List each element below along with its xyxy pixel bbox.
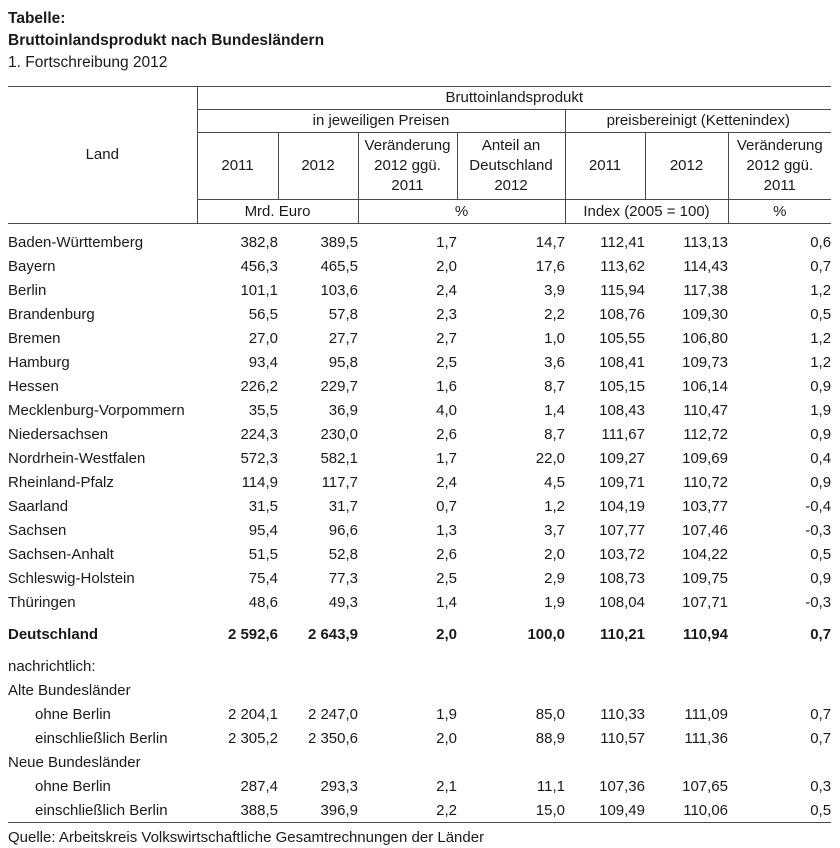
- value-cell: 456,3: [240, 257, 278, 275]
- value-cell: 0,6: [810, 233, 832, 251]
- value-cell: 109,69: [682, 449, 728, 467]
- value-cell: 2 592,6: [227, 625, 278, 643]
- memo-data-row: [8, 798, 831, 822]
- value-cell: 1,3: [436, 521, 457, 539]
- value-cell: 2,0: [436, 729, 457, 747]
- col-header-2012: 2012: [278, 133, 358, 200]
- land-cell: Mecklenburg-Vorpommern: [8, 401, 185, 419]
- value-cell: 2 305,2: [227, 729, 278, 747]
- value-cell: 2,5: [436, 569, 457, 587]
- value-cell: 293,3: [320, 777, 358, 795]
- value-cell: 4,5: [544, 473, 565, 491]
- value-cell: 109,75: [682, 569, 728, 587]
- value-cell: 113,62: [600, 257, 645, 275]
- table-row: [8, 374, 831, 398]
- unit-index: Index (2005 = 100): [565, 200, 728, 224]
- value-cell: 2,1: [436, 777, 457, 795]
- value-cell: 115,94: [600, 281, 645, 299]
- value-cell: 382,8: [240, 233, 278, 251]
- total-label: Deutschland: [8, 625, 99, 643]
- value-cell: 2,4: [436, 281, 457, 299]
- value-cell: 95,8: [328, 353, 358, 371]
- value-cell: 107,36: [599, 777, 645, 795]
- value-cell: 2 350,6: [307, 729, 358, 747]
- value-cell: 117,38: [683, 281, 728, 299]
- value-cell: 1,7: [436, 449, 457, 467]
- value-cell: 224,3: [240, 425, 278, 443]
- value-cell: 56,5: [248, 305, 278, 323]
- value-cell: 107,71: [682, 593, 728, 611]
- subgroup-current-prices: in jeweiligen Preisen: [197, 110, 565, 133]
- value-cell: 109,49: [599, 801, 645, 819]
- value-cell: 465,5: [320, 257, 358, 275]
- value-cell: 17,6: [535, 257, 565, 275]
- value-cell: 85,0: [535, 705, 565, 723]
- value-cell: 11,1: [536, 777, 565, 795]
- total-row: [8, 614, 831, 654]
- value-cell: 0,3: [810, 777, 832, 795]
- value-cell: 2,3: [436, 305, 457, 323]
- value-cell: 0,7: [436, 497, 457, 515]
- value-cell: 110,94: [682, 625, 728, 643]
- table-row: [8, 278, 831, 302]
- value-cell: 0,5: [810, 801, 832, 819]
- value-cell: 226,2: [240, 377, 278, 395]
- memo-data-row: [8, 726, 831, 750]
- value-cell: 36,9: [328, 401, 358, 419]
- memo-group-row: [8, 750, 831, 774]
- table-row: [8, 302, 831, 326]
- memo-land-cell: ohne Berlin: [35, 777, 111, 795]
- col-header-index-2011: 2011: [565, 133, 645, 200]
- value-cell: 1,6: [436, 377, 457, 395]
- value-cell: 103,72: [599, 545, 645, 563]
- subgroup-price-adjusted: preisbereinigt (Kettenindex): [565, 110, 831, 133]
- unit-percent: %: [358, 200, 565, 224]
- value-cell: 4,0: [436, 401, 457, 419]
- value-cell: 107,65: [682, 777, 728, 795]
- value-cell: 389,5: [320, 233, 358, 251]
- value-cell: 104,19: [599, 497, 645, 515]
- value-cell: 0,9: [810, 569, 832, 587]
- value-cell: 109,30: [682, 305, 728, 323]
- value-cell: 8,7: [544, 425, 565, 443]
- value-cell: 75,4: [248, 569, 278, 587]
- value-cell: 96,6: [328, 521, 358, 539]
- value-cell: 0,5: [810, 305, 832, 323]
- memo-group-label: Alte Bundesländer: [8, 681, 131, 699]
- value-cell: 8,7: [544, 377, 565, 395]
- col-header-change: Veränderung 2012 ggü. 2011: [358, 133, 457, 200]
- value-cell: 1,0: [544, 329, 565, 347]
- land-cell: Nordrhein-Westfalen: [8, 449, 146, 467]
- land-cell: Rheinland-Pfalz: [8, 473, 114, 491]
- value-cell: 109,27: [599, 449, 645, 467]
- value-cell: 2,5: [436, 353, 457, 371]
- memo-label: nachrichtlich:: [8, 657, 96, 675]
- value-cell: 111,09: [684, 705, 728, 723]
- value-cell: 93,4: [248, 353, 278, 371]
- table-row: [8, 566, 831, 590]
- value-cell: 2,0: [544, 545, 565, 563]
- value-cell: 100,0: [527, 625, 565, 643]
- land-cell: Hessen: [8, 377, 59, 395]
- value-cell: 287,4: [240, 777, 278, 795]
- value-cell: 110,72: [683, 473, 728, 491]
- value-cell: 0,5: [810, 545, 832, 563]
- memo-group-label: Neue Bundesländer: [8, 753, 141, 771]
- value-cell: -0,3: [805, 593, 832, 611]
- value-cell: 106,14: [682, 377, 728, 395]
- value-cell: 31,7: [328, 497, 358, 515]
- value-cell: 2,4: [436, 473, 457, 491]
- land-cell: Sachsen-Anhalt: [8, 545, 114, 563]
- value-cell: 110,21: [599, 625, 645, 643]
- value-cell: 1,4: [544, 401, 565, 419]
- land-cell: Hamburg: [8, 353, 70, 371]
- value-cell: 2 247,0: [307, 705, 358, 723]
- value-cell: 110,06: [683, 801, 728, 819]
- value-cell: 0,7: [810, 705, 832, 723]
- memo-data-row: [8, 774, 831, 798]
- group-header: Bruttoinlandsprodukt: [197, 87, 831, 110]
- value-cell: 2,9: [544, 569, 565, 587]
- value-cell: 3,6: [544, 353, 565, 371]
- value-cell: 0,9: [810, 377, 832, 395]
- source-line: Quelle: Arbeitskreis Volkswirtschaftliche Gesamtrechnungen der Länder: [8, 822, 831, 848]
- land-cell: Thüringen: [8, 593, 76, 611]
- value-cell: 105,55: [599, 329, 645, 347]
- table-row: [8, 326, 831, 350]
- col-header-index-2012: 2012: [645, 133, 728, 200]
- value-cell: 104,22: [682, 545, 728, 563]
- value-cell: 2,0: [436, 625, 457, 643]
- page-subtitle: 1. Fortschreibung 2012: [8, 54, 168, 71]
- value-cell: 0,4: [810, 449, 832, 467]
- table-row: [8, 254, 831, 278]
- value-cell: 51,5: [248, 545, 278, 563]
- value-cell: 1,9: [436, 705, 457, 723]
- value-cell: 107,77: [599, 521, 645, 539]
- table-row: [8, 422, 831, 446]
- memo-land-cell: einschließlich Berlin: [35, 729, 168, 747]
- value-cell: 2,6: [436, 545, 457, 563]
- value-cell: 0,9: [810, 473, 832, 491]
- value-cell: 582,1: [320, 449, 358, 467]
- value-cell: 3,7: [544, 521, 565, 539]
- value-cell: -0,4: [805, 497, 832, 515]
- title-block: [8, 8, 831, 74]
- unit-percent-2: %: [728, 200, 831, 224]
- table-row: [8, 590, 831, 614]
- header-row-group: [8, 87, 831, 110]
- gdp-table: [8, 86, 831, 822]
- value-cell: 112,41: [600, 233, 645, 251]
- table-row: [8, 494, 831, 518]
- value-cell: 48,6: [248, 593, 278, 611]
- value-cell: 0,7: [810, 257, 832, 275]
- col-header-2011: 2011: [197, 133, 278, 200]
- value-cell: 27,7: [328, 329, 358, 347]
- value-cell: 1,4: [436, 593, 457, 611]
- col-header-share: Anteil an Deutschland 2012: [457, 133, 565, 200]
- value-cell: 88,9: [535, 729, 565, 747]
- memo-label-row: [8, 654, 831, 678]
- table-row: [8, 230, 831, 254]
- land-column-header: Land: [8, 87, 197, 224]
- table-row: [8, 542, 831, 566]
- value-cell: 1,2: [810, 329, 832, 347]
- value-cell: 31,5: [248, 497, 278, 515]
- unit-mrd-euro: Mrd. Euro: [197, 200, 358, 224]
- value-cell: 0,7: [810, 729, 832, 747]
- value-cell: 112,72: [683, 425, 728, 443]
- value-cell: 0,9: [810, 425, 832, 443]
- value-cell: 101,1: [240, 281, 278, 299]
- land-cell: Saarland: [8, 497, 69, 515]
- value-cell: 110,47: [683, 401, 728, 419]
- page-title: Bruttoinlandsprodukt nach Bundesländern: [8, 32, 325, 49]
- value-cell: 2 643,9: [307, 625, 358, 643]
- value-cell: 0,7: [810, 625, 832, 643]
- table-row: [8, 350, 831, 374]
- land-cell: Sachsen: [8, 521, 67, 539]
- value-cell: 388,5: [240, 801, 278, 819]
- value-cell: 103,6: [320, 281, 358, 299]
- value-cell: 22,0: [535, 449, 565, 467]
- value-cell: 77,3: [328, 569, 358, 587]
- land-cell: Bayern: [8, 257, 56, 275]
- value-cell: 1,2: [810, 353, 832, 371]
- value-cell: 1,2: [544, 497, 565, 515]
- value-cell: 114,43: [683, 257, 728, 275]
- memo-group-row: [8, 678, 831, 702]
- value-cell: 27,0: [248, 329, 278, 347]
- table-row: [8, 446, 831, 470]
- value-cell: 1,7: [436, 233, 457, 251]
- value-cell: 108,04: [599, 593, 645, 611]
- land-cell: Bremen: [8, 329, 61, 347]
- value-cell: 49,3: [328, 593, 358, 611]
- value-cell: 3,9: [544, 281, 565, 299]
- value-cell: 109,71: [599, 473, 645, 491]
- value-cell: 2,2: [436, 801, 457, 819]
- value-cell: 2,2: [544, 305, 565, 323]
- value-cell: 110,57: [600, 729, 645, 747]
- table-row: [8, 398, 831, 422]
- value-cell: 113,13: [683, 233, 728, 251]
- value-cell: 572,3: [240, 449, 278, 467]
- value-cell: 2 204,1: [227, 705, 278, 723]
- value-cell: 108,76: [599, 305, 645, 323]
- value-cell: 2,6: [436, 425, 457, 443]
- value-cell: 106,80: [682, 329, 728, 347]
- value-cell: 35,5: [248, 401, 278, 419]
- value-cell: 229,7: [320, 377, 358, 395]
- value-cell: 15,0: [535, 801, 565, 819]
- col-header-index-change: Veränderung 2012 ggü. 2011: [728, 133, 831, 200]
- table-row: [8, 518, 831, 542]
- value-cell: 14,7: [535, 233, 565, 251]
- value-cell: 2,7: [436, 329, 457, 347]
- memo-data-row: [8, 702, 831, 726]
- land-cell: Schleswig-Holstein: [8, 569, 135, 587]
- value-cell: 111,36: [684, 729, 728, 747]
- value-cell: 105,15: [599, 377, 645, 395]
- value-cell: 103,77: [682, 497, 728, 515]
- memo-land-cell: einschließlich Berlin: [35, 801, 168, 819]
- memo-land-cell: ohne Berlin: [35, 705, 111, 723]
- value-cell: 230,0: [320, 425, 358, 443]
- value-cell: 109,73: [682, 353, 728, 371]
- value-cell: 114,9: [241, 473, 278, 491]
- value-cell: 52,8: [328, 545, 358, 563]
- value-cell: 1,2: [810, 281, 832, 299]
- value-cell: 57,8: [328, 305, 358, 323]
- value-cell: 107,46: [682, 521, 728, 539]
- table-row: [8, 470, 831, 494]
- value-cell: 117,7: [321, 473, 358, 491]
- table-label: Tabelle:: [8, 10, 66, 27]
- land-cell: Berlin: [8, 281, 47, 299]
- table-body: [8, 224, 831, 823]
- value-cell: 1,9: [544, 593, 565, 611]
- value-cell: 2,0: [436, 257, 457, 275]
- value-cell: 108,41: [599, 353, 645, 371]
- land-cell: Baden-Württemberg: [8, 233, 144, 251]
- value-cell: 111,67: [601, 425, 645, 443]
- value-cell: 108,43: [599, 401, 645, 419]
- value-cell: 95,4: [248, 521, 278, 539]
- value-cell: 108,73: [599, 569, 645, 587]
- land-cell: Brandenburg: [8, 305, 95, 323]
- table-header: [8, 87, 831, 224]
- land-cell: Niedersachsen: [8, 425, 109, 443]
- value-cell: -0,3: [805, 521, 832, 539]
- value-cell: 110,33: [600, 705, 645, 723]
- value-cell: 396,9: [320, 801, 358, 819]
- value-cell: 1,9: [810, 401, 832, 419]
